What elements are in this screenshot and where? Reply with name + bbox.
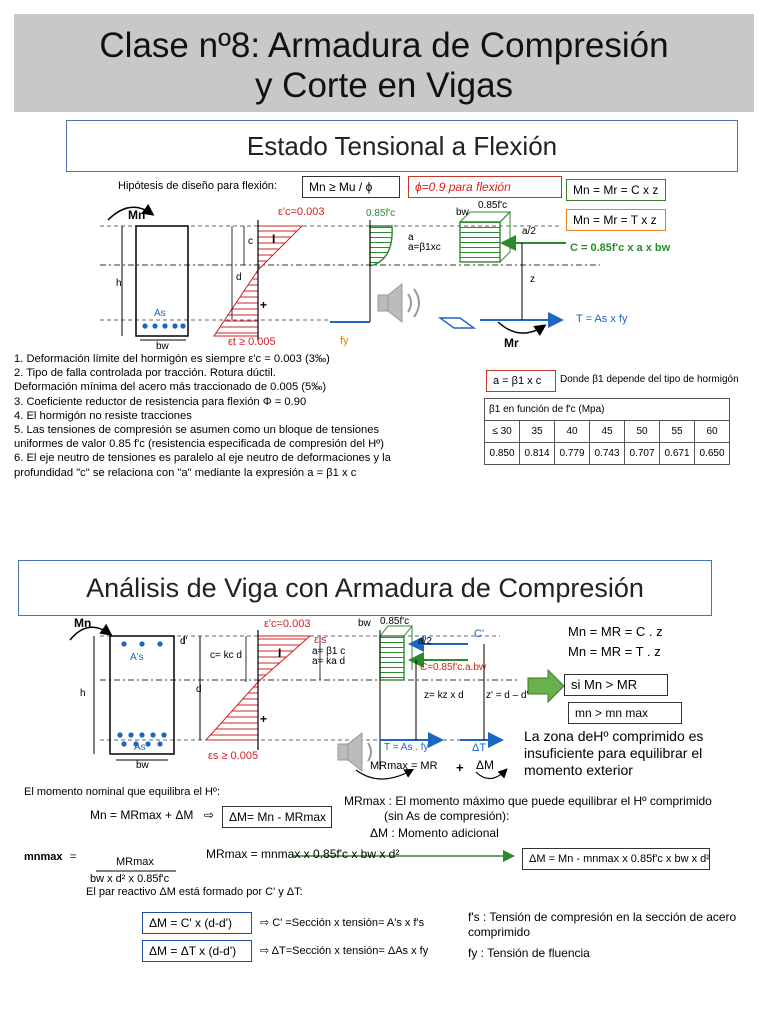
beta-value-cell: 0.743: [590, 443, 625, 465]
mrmax-definition-2: (sin As de compresión):: [384, 809, 510, 823]
z-prime-label: z' = d – d': [486, 690, 529, 701]
fraction-numerator: MRmax: [116, 856, 154, 868]
delta-m-tension-box: ΔM = ΔT x (d-d'): [142, 940, 252, 962]
nominal-text: El momento nominal que equilibra el Hº:: [24, 786, 221, 798]
bw-label: bw: [156, 341, 169, 352]
mrmax-equation: MRmax = mnmax x 0.85f'c x bw x d²: [206, 847, 400, 861]
fc-label-2: 0.85f'c: [380, 616, 410, 627]
beta-value-cell: 0.707: [625, 443, 660, 465]
minus-sign-2: I: [278, 646, 282, 660]
z-eq-label: z= kz x d: [424, 690, 464, 701]
bw-label-2: bw: [136, 760, 149, 771]
fy-label: fy: [340, 335, 349, 347]
fs-definition: f's : Tensión de compresión en la sección de acero comprimido: [468, 910, 737, 939]
c-section-equation: ⇨ C' =Sección x tensión= A's x f's: [260, 917, 425, 929]
delta-t-label: ΔT: [472, 742, 487, 754]
moment-compression-box: Mn = Mr = C x z: [566, 179, 666, 201]
beta-table-caption: β1 en función de f'c (Mpa): [485, 399, 730, 421]
condition-box: si Mn > MR: [564, 674, 668, 696]
c-force-label: C = 0.85f'c x a x bw: [570, 242, 671, 254]
note: 4. El hormigón no resiste tracciones: [14, 409, 192, 422]
nominal-equation: Mn = MRmax + ΔM: [90, 808, 194, 822]
a-half-label: a/2: [522, 226, 536, 237]
plus-sign-2: +: [260, 712, 268, 726]
moment-tension-box: Mn = Mr = T x z: [566, 209, 666, 231]
beta-header-cell: 50: [625, 421, 660, 443]
as-bot-label: As: [134, 742, 146, 753]
mn-t-equation: Mn = MR = T . z: [568, 644, 661, 659]
note: 6. El eje neutro de tensiones es paralelo al eje neutro de deformaciones y la: [14, 452, 391, 465]
mn-max-box: mn > mn max: [568, 702, 682, 724]
beta-value-cell: 0.650: [695, 443, 730, 465]
d-label: d: [236, 272, 242, 283]
note: uniformes de valor 0.85 f'c (resistencia especificada de compresión del Hº): [14, 438, 384, 451]
mrmax-definition: MRmax : El momento máximo que puede equilibrar el Hº comprimido: [344, 794, 712, 808]
t-force-label: T = As x fy: [576, 313, 628, 325]
eps-c-label: ε'c=0.003: [278, 206, 325, 218]
note: 5. Las tensiones de compresión se asumen como un bloque de tensiones: [14, 424, 380, 437]
equals-sign: =: [70, 851, 77, 863]
t-section-equation: ⇨ ΔT=Sección x tensión= ΔAs x fy: [260, 945, 429, 957]
beta-header-cell: ≤ 30: [485, 421, 520, 443]
eps-s-label: εs ≥ 0.005: [208, 750, 259, 762]
mn-label: Mn: [128, 208, 146, 222]
top-rebar: [121, 641, 162, 646]
delta-m-compression-box: ΔM = C' x (d-d'): [142, 912, 252, 934]
mrmax-label: MRmax = MR: [370, 760, 438, 772]
phi-equation: ϕ=0.9 para flexión: [408, 176, 562, 198]
beta-header-cell: 35: [520, 421, 555, 443]
delta-m-definition: ΔM : Momento adicional: [370, 826, 499, 840]
a-beta-label: a=β1xc: [408, 242, 441, 253]
as-top-label: A's: [130, 652, 144, 663]
section1-title: Estado Tensional a Flexión: [66, 120, 738, 172]
speaker-icon-2[interactable]: [338, 733, 371, 771]
note: 1. Deformación límite del hormigón es siempre ε'c = 0.003 (3‰): [14, 353, 330, 365]
note: profundidad "c" se relaciona con "a" mediante la expresión a = β1 x c: [14, 466, 357, 479]
bw2-label-2: bw: [358, 618, 371, 629]
beta-header-cell: 40: [555, 421, 590, 443]
minus-sign: I: [272, 232, 276, 246]
mn-c-equation: Mn = MR = C . z: [568, 624, 663, 639]
plus-sign: +: [260, 298, 268, 312]
delta-m-label: ΔM: [476, 758, 495, 772]
beta-note: Donde β1 depende del tipo de hormigón: [560, 374, 739, 385]
z-label: z: [530, 274, 535, 285]
a-label: a: [408, 232, 414, 243]
beta-value-cell: 0.814: [520, 443, 555, 465]
beta-equation: a = β1 x c: [486, 370, 556, 392]
as-label: As: [154, 308, 166, 319]
c-force-label-2: C=0.85f'c.a.bw: [420, 662, 487, 673]
beta-header-cell: 55: [660, 421, 695, 443]
eps-c-label-2: ε'c=0.003: [264, 618, 311, 630]
mr-label: Mr: [504, 336, 519, 350]
mn2-label: Mn: [74, 616, 92, 630]
banner-title-line1: Clase nº8: Armadura de Compresión: [99, 26, 669, 65]
fraction-denominator: bw x d² x 0.85f'c: [90, 873, 170, 885]
bw2-label: bw: [456, 207, 469, 218]
note: 3. Coeficiente reductor de resistencia para flexión Φ = 0.90: [14, 395, 307, 408]
eps-t-label: εt ≥ 0.005: [228, 336, 276, 348]
arrow-icon: ⇨: [204, 808, 215, 822]
beta-value-cell: 0.671: [660, 443, 695, 465]
beta-value-cell: 0.779: [555, 443, 590, 465]
implication-arrow: [528, 670, 564, 702]
plus-label: +: [456, 760, 464, 775]
beta-value-cell: 0.850: [485, 443, 520, 465]
h-label: h: [116, 278, 122, 289]
design-equation: Mn ≥ Mu / ϕ: [302, 176, 400, 198]
a-beta-label-2: a= β1 c: [312, 646, 346, 657]
beta-header-cell: 45: [590, 421, 625, 443]
a-half-label-2: a/2: [418, 636, 432, 647]
note: 2. Tipo de falla controlada por tracción. Rotura dúctil.: [14, 367, 276, 380]
h-label-2: h: [80, 688, 86, 699]
beta-header-cell: 60: [695, 421, 730, 443]
d-prime-label: d': [180, 636, 188, 647]
section2-title: Análisis de Viga con Armadura de Compresión: [18, 560, 712, 616]
a-eq-label: a= ka d: [312, 656, 346, 667]
delta-m-box: ΔM= Mn - MRmax: [222, 806, 332, 828]
c-prime-label: C': [474, 628, 485, 640]
fc2-label: 0.85f'c: [478, 200, 508, 211]
mnmax-label: mnmax: [24, 851, 63, 863]
fy-definition: fy : Tensión de fluencia: [468, 946, 590, 960]
delta-m-result-box: ΔM = Mn - mnmax x 0.85f'c x bw x d²: [522, 848, 710, 870]
zone-text: La zona deHº comprimido es insuficiente para equilibrar el momento exterior: [524, 728, 704, 778]
t-force-label-2: T = As . fy: [384, 742, 429, 753]
pair-text: El par reactivo ΔM está formado por C' y ΔT:: [86, 886, 303, 898]
d-label-2: d: [196, 684, 202, 695]
eps-s-prime-label: ε's: [314, 634, 327, 646]
c-label: c: [248, 236, 253, 247]
hypothesis-label: Hipótesis de diseño para flexión:: [118, 180, 277, 192]
c-eq-label: c= kc d: [210, 650, 242, 661]
fc-label: 0.85f'c: [366, 208, 396, 219]
banner-title-line2: y Corte en Vigas: [254, 66, 514, 105]
note: Deformación mínima del acero más traccionado de 0.005 (5‰): [14, 381, 327, 394]
